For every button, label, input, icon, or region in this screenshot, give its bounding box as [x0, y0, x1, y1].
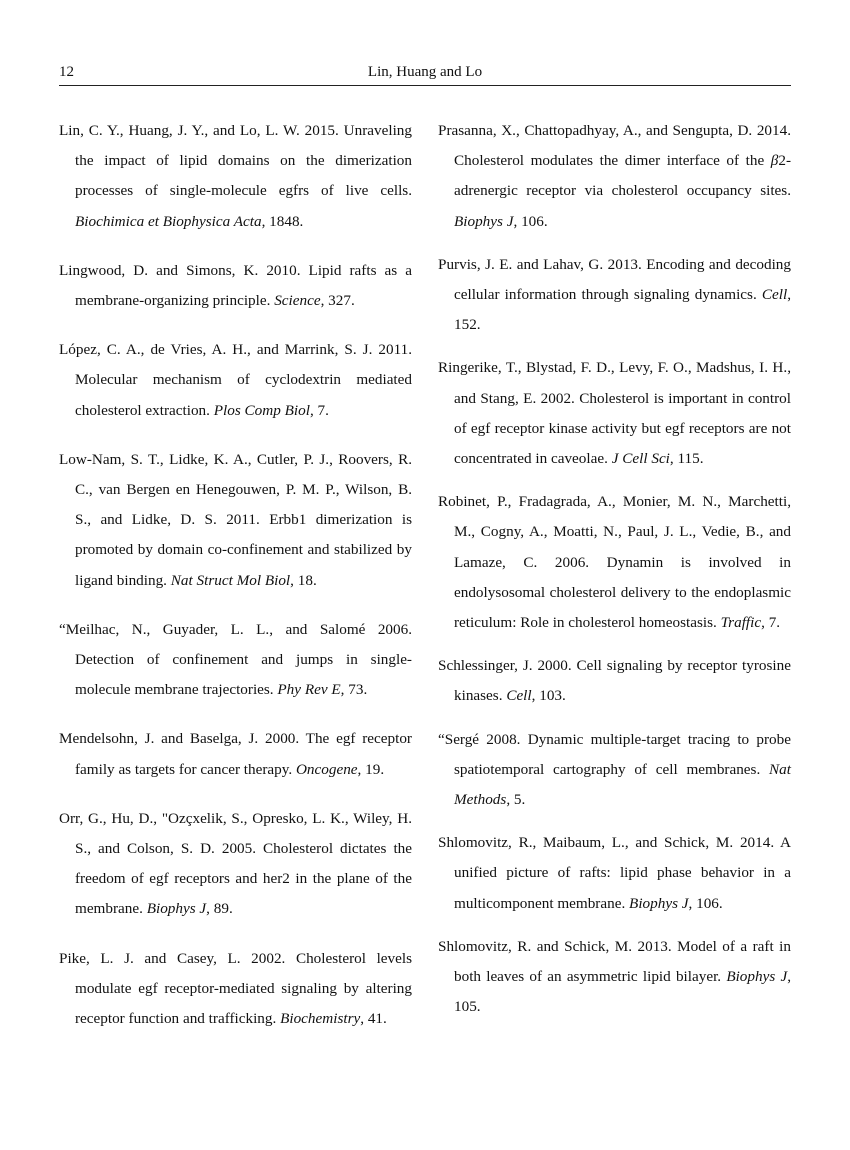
reference-entry: Shlomovitz, R. and Schick, M. 2013. Model of a raft in both leaves of an asymmetric lipid bilayer. Biophys J, 105. — [438, 937, 792, 1016]
references-column-left — [59, 116, 412, 1034]
reference-entry: Lin, C. Y., Huang, J. Y., and Lo, L. W. 2015. Unraveling the impact of lipid domains on the dimerization processes of single-molecule egfrs of live cells. Biochimica et Biophysica Acta, 1848. — [59, 122, 412, 230]
journal-name: Traffic — [720, 614, 762, 632]
reference-entry: Orr, G., Hu, D., "Ozçxelik, S., Opresko, L. K., Wiley, H. S., and Colson, S. D. 2005. Cholesterol dictates the freedom of egf receptors and her2 in the plane of the membrane. Biophys J, 89. — [59, 809, 412, 918]
journal-name: Biophys J — [726, 968, 788, 986]
reference-entry: “Meilhac, N., Guyader, L. L., and Salomé 2006. Detection of confinement and jumps in single-molecule membrane trajectories. Phy Rev E, 73. — [59, 620, 412, 699]
reference-entry: Schlessinger, J. 2000. Cell signaling by receptor tyrosine kinases. Cell, 103. — [438, 657, 791, 705]
journal-name: Nat Struct Mol Biol — [170, 571, 291, 589]
beta-symbol: β — [770, 152, 779, 170]
reference-entry: Purvis, J. E. and Lahav, G. 2013. Encoding and decoding cellular information through signaling dynamics. Cell, 152. — [438, 255, 791, 334]
journal-name: Cell — [761, 286, 788, 304]
reference-entry: Shlomovitz, R., Maibaum, L., and Schick, M. 2014. A unified picture of rafts: lipid phase behavior in a multicomponent membrane. Biophys J, 106. — [438, 834, 791, 912]
reference-entry: Low-Nam, S. T., Lidke, K. A., Cutler, P. J., Roovers, R. C., van Bergen en Henegouwen, P. M. P., Wilson, B. S., and Lidke, D. S. 2011. Erbb1 dimerization is promoted by domain co-confinement and stabilized by ligand binding. Nat Struct Mol Biol, 18. — [59, 450, 412, 589]
journal-name: Biophys J — [629, 894, 689, 912]
journal-name: Phy Rev E — [277, 681, 341, 699]
journal-name: Biochemistry — [280, 1010, 361, 1028]
reference-entry: “Sergé 2008. Dynamic multiple-target tracing to probe spatiotemporal cartography of cell membranes. Nat Methods, 5. — [438, 730, 791, 809]
reference-entry: Robinet, P., Fradagrada, A., Monier, M. N., Marchetti, M., Cogny, A., Moatti, N., Paul, J. L., Vedie, B., and Lamaze, C. 2006. Dynamin is involved in endolysosomal cholesterol delivery to the endoplasmic reticulum: Role in cholesterol homeostasis. Traffic, 7. — [438, 493, 791, 632]
reference-entry: Mendelsohn, J. and Baselga, J. 2000. The egf receptor family as targets for cancer therapy. Oncogene, 19. — [59, 730, 412, 778]
journal-name: Biophys J — [146, 900, 207, 918]
references-column-right — [438, 116, 791, 1022]
journal-name: Plos Comp Biol — [213, 401, 310, 419]
reference-entry: Pike, L. J. and Casey, L. 2002. Cholesterol levels modulate egf receptor-mediated signaling by altering receptor function and trafficking. Biochemistry, 41. — [59, 949, 412, 1028]
journal-name: Biochimica et Biophysica Acta — [75, 212, 262, 230]
journal-name: Nat Methods — [454, 760, 791, 809]
page-number: 12 — [59, 64, 74, 80]
reference-entry: Lingwood, D. and Simons, K. 2010. Lipid rafts as a membrane-organizing principle. Science, 327. — [59, 261, 412, 310]
running-title: Lin, Huang and Lo — [367, 64, 483, 80]
journal-name: Cell — [506, 687, 532, 705]
reference-entry: López, C. A., de Vries, A. H., and Marrink, S. J. 2011. Molecular mechanism of cyclodextrin mediated cholesterol extraction. Plos Comp Biol, 7. — [59, 341, 412, 419]
journal-name: Oncogene — [295, 760, 358, 778]
journal-name: Science — [274, 292, 321, 310]
reference-entry: Ringerike, T., Blystad, F. D., Levy, F. O., Madshus, I. H., and Stang, E. 2002. Cholesterol is important in control of egf receptor kinase activity but egf receptors are not concentrated in caveolae. J Cell Sci, 115. — [438, 359, 791, 468]
journal-name: J Cell Sci — [611, 450, 670, 468]
page-header — [59, 64, 791, 86]
journal-name: Biophys J — [454, 212, 514, 230]
reference-entry: Prasanna, X., Chattopadhyay, A., and Sengupta, D. 2014. Cholesterol modulates the dimer interface of the β2-adrenergic receptor via cholesterol occupancy sites. Biophys J, 106. — [438, 122, 791, 230]
